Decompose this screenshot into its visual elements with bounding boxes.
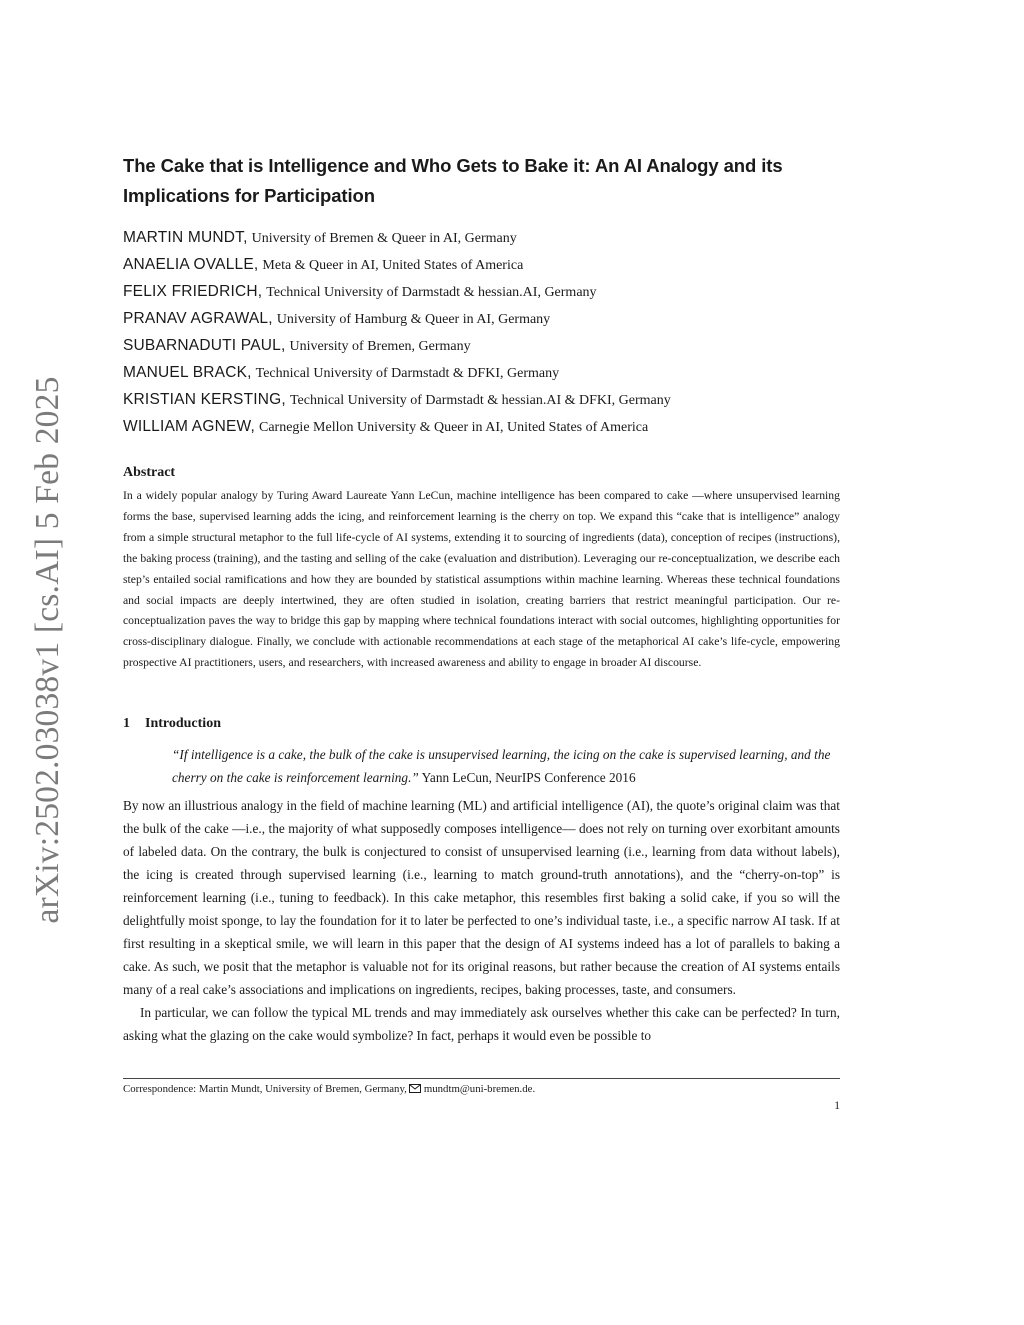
correspondence-footnote	[123, 1081, 535, 1097]
author-affiliation: University of Hamburg & Queer in AI, Germany	[276, 312, 551, 327]
author-entry	[123, 388, 671, 415]
author-affiliation: Technical University of Darmstadt & DFKI, Germany	[255, 366, 560, 381]
author-entry	[123, 415, 671, 442]
author-name: FELIX FRIEDRICH,	[123, 283, 263, 300]
body-paragraph: In particular, we can follow the typical ML trends and may immediately ask ourselves whether this cake can be perfected? In turn, asking what the glazing on the cake would symbolize? In fact, perhaps it would even be possible to	[123, 1005, 840, 1043]
arxiv-identifier-stamp: arXiv:2502.03038v1 [cs.AI] 5 Feb 2025	[29, 376, 66, 924]
author-affiliation: University of Bremen, Germany	[289, 339, 471, 354]
author-entry	[123, 226, 671, 253]
section-title: Introduction	[145, 716, 221, 731]
author-entry	[123, 361, 671, 388]
author-affiliation: Carnegie Mellon University & Queer in AI, United States of America	[259, 420, 649, 435]
author-name: SUBARNADUTI PAUL,	[123, 337, 286, 354]
author-affiliation: Meta & Queer in AI, United States of America	[262, 258, 524, 273]
author-affiliation: Technical University of Darmstadt & hessian.AI & DFKI, Germany	[289, 393, 671, 408]
correspondence-email-link[interactable]: mundtm@uni-bremen.de.	[423, 1083, 536, 1095]
author-affiliation: Technical University of Darmstadt & hessian.AI, Germany	[266, 285, 597, 300]
epigraph-attribution: Yann LeCun, NeurIPS Conference 2016	[421, 769, 636, 785]
epigraph	[172, 744, 842, 789]
footnote-rule	[123, 1078, 840, 1079]
author-name: PRANAV AGRAWAL,	[123, 310, 273, 327]
envelope-icon	[409, 1084, 421, 1093]
author-name: WILLIAM AGNEW,	[123, 418, 255, 435]
author-list	[123, 226, 671, 442]
section-heading	[123, 716, 221, 732]
epigraph-quote: “If intelligence is a cake, the bulk of the cake is unsupervised learning, the icing on the cake is supervised learning, and the cherry on the cake is reinforcement learning.”	[172, 747, 831, 785]
author-affiliation: University of Bremen & Queer in AI, Germany	[251, 231, 517, 246]
author-entry	[123, 334, 671, 361]
author-entry	[123, 253, 671, 280]
abstract-text: In a widely popular analogy by Turing Award Laureate Yann LeCun, machine intelligence has been compared to cake —where unsupervised learning forms the base, supervised learning adds the icing, and reinforcement learning is the cherry on top. We expand this “cake that is intelligence” analogy from a simple structural metaphor to the full life-cycle of AI systems, extending it to sourcing of ingredients (data), conception of recipes (instructions), the baking process (training), and the tasting and selling of the cake (evaluation and distribution). Leveraging our re-conceptualization, we describe each step’s entailed social ramifications and how they are bounded by statistical assumptions within machine learning. Whereas these technical foundations and social impacts are deeply intertwined, they are often studied in isolation, creating barriers that restrict meaningful participation. Our re-conceptualization paves the way to bridge this gap by mapping where technical foundations interact with social outcomes, highlighting opportunities for cross-disciplinary dialogue. Finally, we conclude with actionable recommendations at each stage of the metaphorical AI cake’s life-cycle, empowering prospective AI practitioners, users, and researchers, with increased awareness and ability to engage in broader AI discourse.	[123, 489, 840, 670]
author-name: MARTIN MUNDT,	[123, 229, 248, 246]
introduction-body	[123, 794, 840, 1047]
section-number: 1	[123, 716, 130, 731]
author-entry	[123, 280, 671, 307]
body-paragraph: By now an illustrious analogy in the field of machine learning (ML) and artificial intelligence (AI), the quote’s original claim was that the bulk of the cake —i.e., the majority of what supposedly composes intelligence— does not rely on turning over exorbitant amounts of labeled data. On the contrary, the bulk is conjectured to consist of unsupervised learning (i.e., learning from data without labels), the icing is created through supervised learning (i.e., learning to match ground-truth annotations), and the “cherry-on-top” is reinforcement learning (i.e., tuning to feedback). In this cake metaphor, this resembles first baking a solid cake, if you so will the delightfully moist sponge, to lay the foundation for it to later be perfected to one’s individual taste, i.e., a specific narrow AI task. If at first resulting in a skeptical smile, we will learn in this paper that the design of AI systems indeed has a lot of parallels to baking a cake. As such, we posit that the metaphor is valuable not for its original reasons, but rather because the creation of AI systems entails many of a real cake’s associations and implications on ingredients, recipes, baking processes, taste, and consumers.	[123, 798, 840, 997]
abstract-heading: Abstract	[123, 465, 176, 480]
author-name: MANUEL BRACK,	[123, 364, 252, 381]
paper-title: The Cake that is Intelligence and Who Gets to Bake it: An AI Analogy and its Implications for Participation	[123, 155, 783, 206]
author-name: KRISTIAN KERSTING,	[123, 391, 286, 408]
footnote-text: Correspondence: Martin Mundt, University of Bremen, Germany,	[123, 1083, 407, 1095]
author-name: ANAELIA OVALLE,	[123, 256, 259, 273]
author-entry	[123, 307, 671, 334]
page-number: 1	[834, 1100, 840, 1112]
